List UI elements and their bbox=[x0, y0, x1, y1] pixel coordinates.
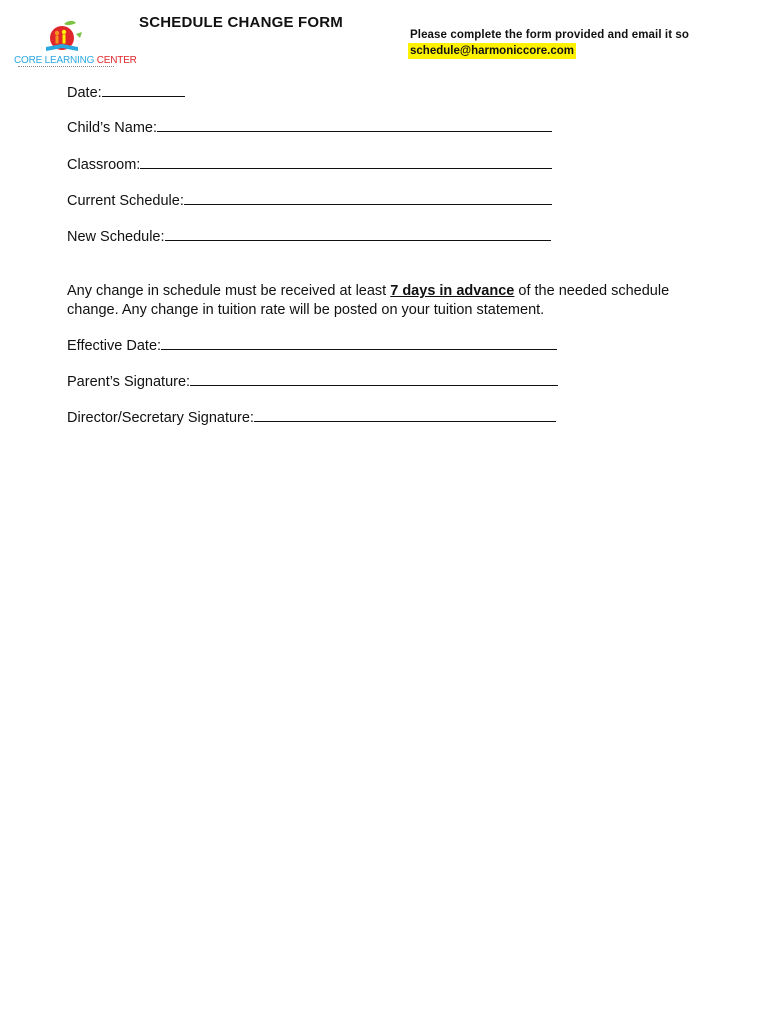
director-signature-field[interactable] bbox=[67, 409, 556, 426]
classroom-blank-line[interactable] bbox=[140, 156, 552, 169]
classroom-label: Classroom: bbox=[67, 157, 141, 173]
new-schedule-blank-line[interactable] bbox=[165, 228, 551, 241]
child-name-blank-line[interactable] bbox=[157, 119, 552, 132]
date-field[interactable] bbox=[67, 84, 185, 101]
parent-signature-field[interactable] bbox=[67, 373, 558, 390]
parent-signature-blank-line[interactable] bbox=[190, 373, 558, 386]
current-schedule-blank-line[interactable] bbox=[184, 192, 552, 205]
effective-date-label: Effective Date: bbox=[67, 338, 162, 354]
date-label: Date: bbox=[67, 85, 102, 101]
submission-note bbox=[410, 27, 689, 59]
form-title: SCHEDULE CHANGE FORM bbox=[139, 14, 344, 31]
date-blank-line[interactable] bbox=[102, 84, 185, 97]
child-name-label: Child’s Name: bbox=[67, 120, 157, 136]
parent-signature-label: Parent’s Signature: bbox=[67, 374, 191, 390]
child-name-field[interactable] bbox=[67, 119, 552, 136]
instruction-text: Please complete the form provided and email it so bbox=[410, 29, 690, 41]
logo-emblem-icon bbox=[42, 20, 90, 56]
notice-emphasis: 7 days in advance bbox=[390, 283, 515, 299]
effective-date-blank-line[interactable] bbox=[161, 337, 557, 350]
schedule-change-notice bbox=[67, 282, 717, 320]
classroom-field[interactable] bbox=[67, 156, 552, 173]
logo-wordmark: CORE LEARNING CENTER bbox=[14, 55, 137, 66]
new-schedule-field[interactable] bbox=[67, 228, 551, 245]
notice-text-after: of the needed schedule change. Any change in tuition rate will be posted on your tuition statement. bbox=[67, 283, 670, 318]
director-signature-blank-line[interactable] bbox=[254, 409, 556, 422]
email-link[interactable]: schedule@harmoniccore.com bbox=[410, 45, 574, 57]
current-schedule-field[interactable] bbox=[67, 192, 552, 209]
current-schedule-label: Current Schedule: bbox=[67, 193, 184, 209]
director-signature-label: Director/Secretary Signature: bbox=[67, 410, 254, 426]
notice-text-before: Any change in schedule must be received at least bbox=[67, 283, 391, 299]
center-logo bbox=[14, 20, 137, 70]
logo-tagline-divider bbox=[18, 66, 114, 70]
new-schedule-label: New Schedule: bbox=[67, 229, 165, 245]
effective-date-field[interactable] bbox=[67, 337, 557, 354]
